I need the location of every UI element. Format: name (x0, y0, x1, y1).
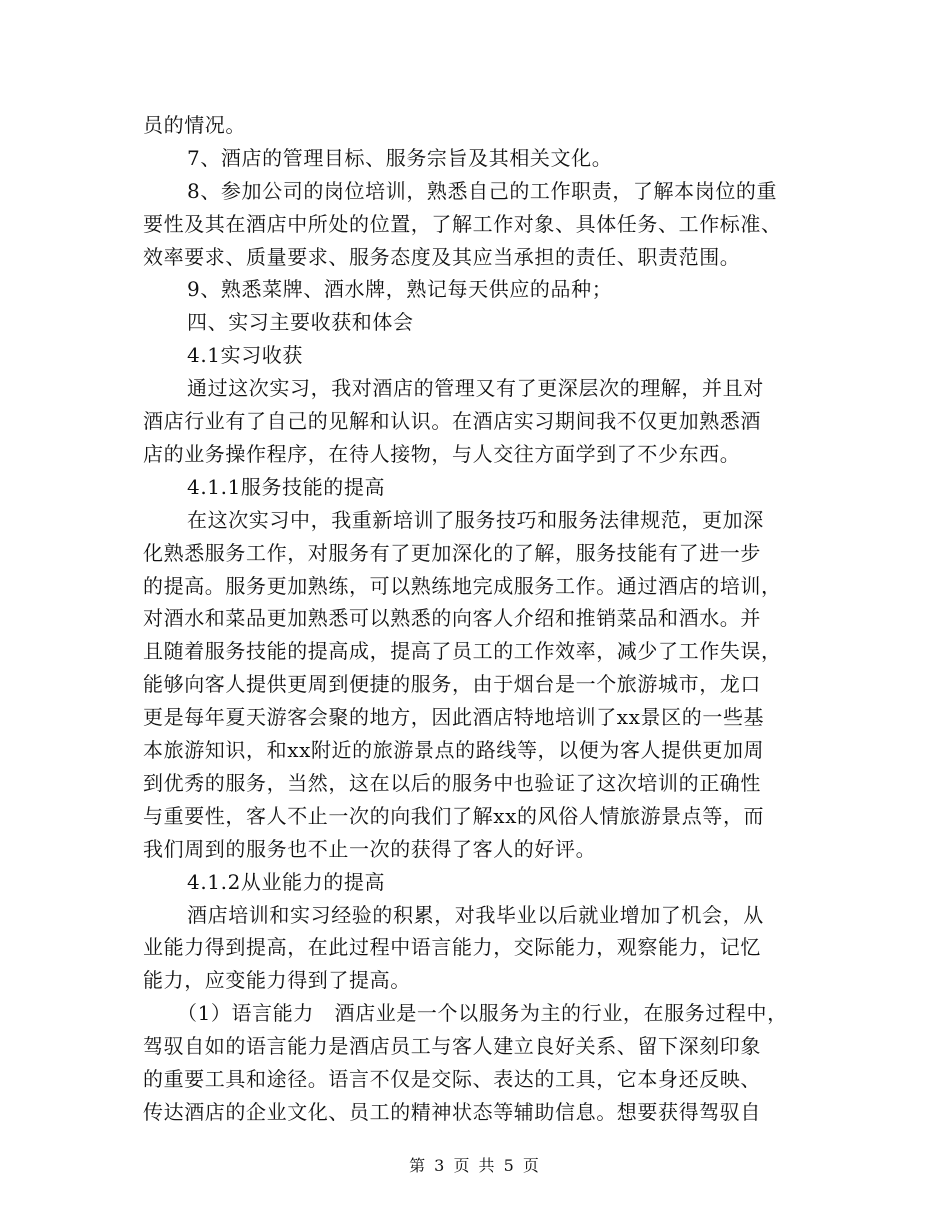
text-line: 传达酒店的企业文化、员工的精神状态等辅助信息。想要获得驾驭自 (143, 1100, 761, 1124)
text-line: 本旅游知识，和xx附近的旅游景点的路线等，以便为客人提供更加周 (143, 738, 765, 762)
text-line: 酒店培训和实习经验的积累，对我毕业以后就业增加了机会，从 (187, 903, 764, 927)
text-line: 对酒水和菜品更加熟悉可以熟悉的向客人介绍和推销菜品和酒水。并 (143, 606, 761, 630)
text-line: 9、熟悉菜牌、酒水牌，熟记每天供应的品种； (187, 277, 613, 301)
text-line: 7、酒店的管理目标、服务宗旨及其相关文化。 (187, 146, 613, 170)
text-line: 的提高。服务更加熟练，可以熟练地完成服务工作。通过酒店的培训， (143, 574, 782, 598)
text-line: 能力，应变能力得到了提高。 (143, 968, 411, 992)
text-line: 到优秀的服务，当然，这在以后的服务中也验证了这次培训的正确性 (143, 771, 761, 795)
text-line: 能够向客人提供更周到便捷的服务，由于烟台是一个旅游城市，龙口 (143, 672, 761, 696)
text-line: 我们周到的服务也不止一次的获得了客人的好评。 (143, 837, 597, 861)
text-line: 且随着服务技能的提高成，提高了员工的工作效率，减少了工作失误， (143, 639, 782, 663)
text-line: 效率要求、质量要求、服务态度及其应当承担的责任、职责范围。 (143, 245, 741, 269)
text-line: 业能力得到提高，在此过程中语言能力，交际能力，观察能力，记忆 (143, 935, 761, 959)
subsection-heading: 4.1.1服务技能的提高 (187, 475, 386, 499)
text-line: 在这次实习中，我重新培训了服务技巧和服务法律规范，更加深 (187, 508, 764, 532)
text-line: 与重要性，客人不止一次的向我们了解xx的风俗人情旅游景点等，而 (143, 804, 765, 828)
text-line: 通过这次实习，我对酒店的管理又有了更深层次的理解，并且对 (187, 376, 764, 400)
text-line: （1）语言能力 酒店业是一个以服务为主的行业，在服务过程中， (177, 1001, 788, 1025)
text-line: 的重要工具和途径。语言不仅是交际、表达的工具，它本身还反映、 (143, 1067, 761, 1091)
text-line: 8、参加公司的岗位培训，熟悉自己的工作职责，了解本岗位的重 (187, 179, 778, 203)
text-line: 要性及其在酒店中所处的位置，了解工作对象、具体任务、工作标准、 (143, 212, 782, 236)
page-footer: 第 3 页 共 5 页 (409, 1156, 541, 1175)
text-line: 员的情况。 (143, 113, 246, 137)
section-heading: 四、实习主要收获和体会 (187, 310, 414, 334)
text-line: 酒店行业有了自己的见解和认识。在酒店实习期间我不仅更加熟悉酒 (143, 409, 761, 433)
subsection-heading: 4.1.2从业能力的提高 (187, 870, 386, 894)
text-line: 化熟悉服务工作，对服务有了更加深化的了解，服务技能有了进一步 (143, 541, 761, 565)
text-line: 店的业务操作程序，在待人接物，与人交往方面学到了不少东西。 (143, 442, 741, 466)
subsection-heading: 4.1实习收获 (187, 343, 304, 367)
text-line: 更是每年夏天游客会聚的地方，因此酒店特地培训了xx景区的一些基 (143, 705, 765, 729)
text-line: 驾驭自如的语言能力是酒店员工与客人建立良好关系、留下深刻印象 (143, 1034, 761, 1058)
